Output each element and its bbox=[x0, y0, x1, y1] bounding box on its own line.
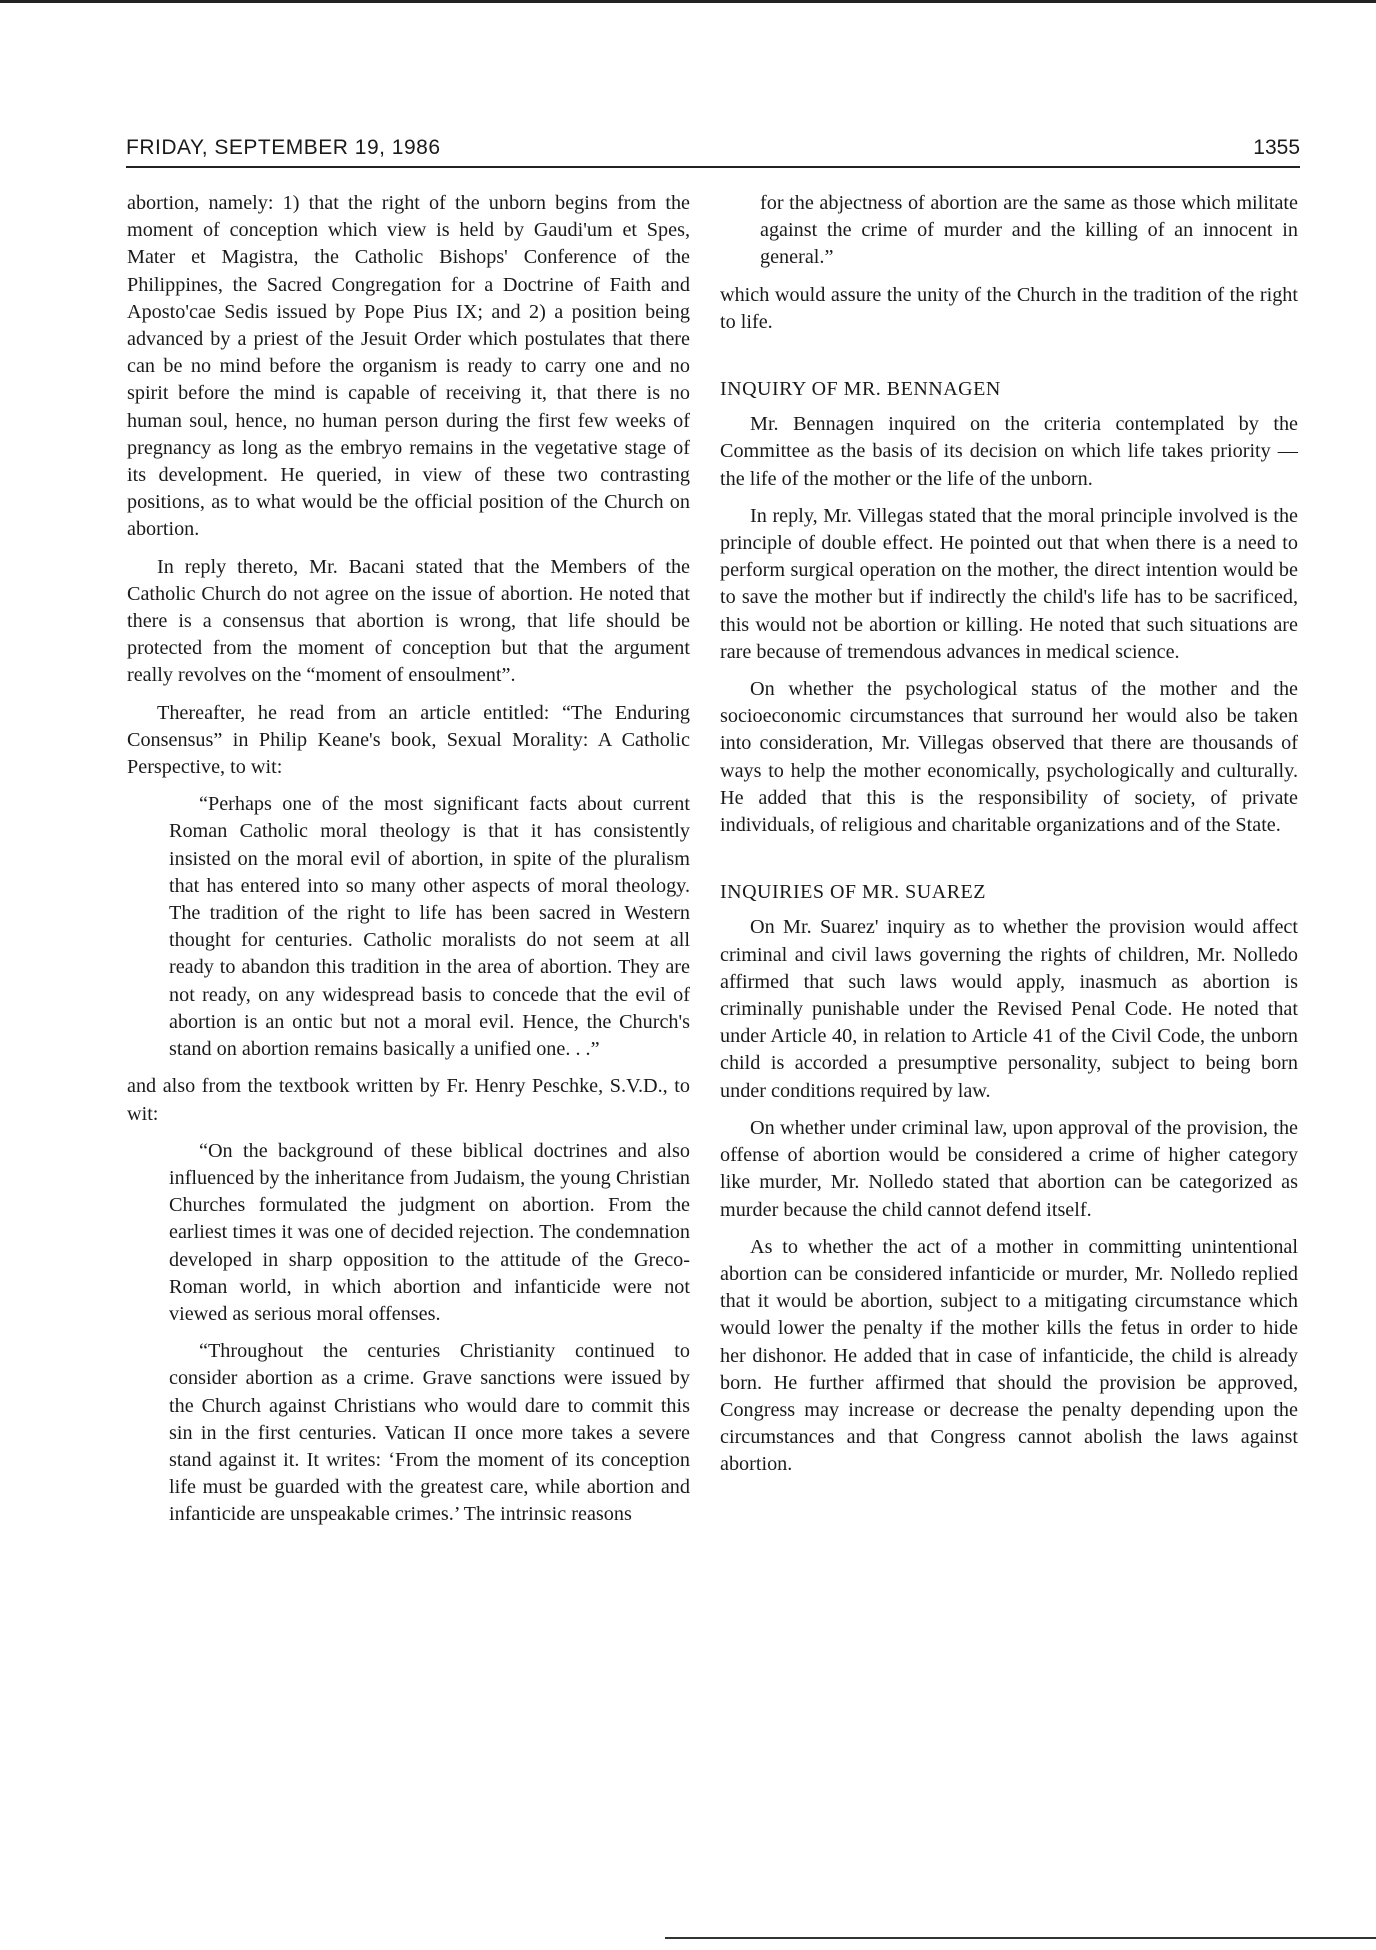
right-column bbox=[720, 190, 1298, 1489]
paragraph: Thereafter, he read from an article entitled: “The Enduring Consensus” in Philip Keane's book, Sexual Morality: A Catholic Perspective, to wit: bbox=[127, 701, 690, 779]
paragraph: On whether the psychological status of the mother and the socioeconomic circumstances that surround her would also be taken into consideration, Mr. Villegas observed that there are thousands of ways to help the mother economically, psychologically and culturally. He added that this is the responsibility of society, of private individuals, of religious and charitable organizations and of the State. bbox=[720, 678, 1298, 837]
paragraph: and also from the textbook written by Fr. Henry Peschke, S.V.D., to wit: bbox=[127, 1075, 690, 1125]
bottom-rule bbox=[665, 1937, 1376, 1939]
paragraph: which would assure the unity of the Church in the tradition of the right to life. bbox=[720, 283, 1298, 333]
paragraph: Mr. Bennagen inquired on the criteria contemplated by the Committee as the basis of its decision on which life takes priority — the life of the mother or the life of the unborn. bbox=[720, 413, 1298, 490]
header-date: FRIDAY, SEPTEMBER 19, 1986 bbox=[126, 136, 441, 159]
block-quote: “Perhaps one of the most significant facts about current Roman Catholic moral theology is that it has consistently insisted on the moral evil of abortion, in spite of the pluralism that has entered into so many other aspects of moral theology. The tradition of the right to life has been sacred in Western thought for centuries. Catholic moralists do not seem at all ready to abandon this tradition in the area of abortion. They are not ready, on any widespread basis to concede that the evil of abortion is an ontic but not a moral evil. Hence, the Church's stand on abortion remains basically a unified one. . .” bbox=[169, 793, 690, 1061]
paragraph: In reply thereto, Mr. Bacani stated that the Members of the Catholic Church do not agree on the issue of abortion. He noted that there is a consensus that abortion is wrong, that life should be protected from the moment of conception but that the argument really revolves on the “moment of ensoulment”. bbox=[127, 555, 690, 687]
page-header bbox=[126, 126, 1300, 168]
section-heading: INQUIRIES OF MR. SUAREZ bbox=[720, 881, 986, 904]
paragraph: On Mr. Suarez' inquiry as to whether the provision would affect criminal and civil laws governing the rights of children, Mr. Nolledo affirmed that such laws would apply, inasmuch as abortion is criminally punishable under the Revised Penal Code. He noted that under Article 40, in relation to Article 41 of the Civil Code, the unborn child is accorded a presumptive personality, subject to being born under conditions required by law. bbox=[720, 916, 1298, 1102]
block-quote: “Throughout the centuries Christianity continued to consider abortion as a crime. Grave sanctions were issued by the Church against Christians who would dare to commit this sin in the first centuries. Vatican II once more takes a severe stand against it. It writes: ‘From the moment of its conception life must be guarded with the greatest care, while abortion and infanticide are unspeakable crimes.’ The intrinsic reasons bbox=[169, 1340, 690, 1526]
page-number: 1355 bbox=[1253, 136, 1300, 159]
block-quote: “On the background of these biblical doctrines and also influenced by the inheritance from Judaism, the young Christian Churches formulated the judgment on abortion. From the earliest times it was one of decided rejection. The condemnation developed in sharp opposition to the attitude of the Greco-Roman world, in which abortion and infanticide were not viewed as serious moral offenses. bbox=[169, 1139, 690, 1325]
paragraph: abortion, namely: 1) that the right of the unborn begins from the moment of conception which view is held by Gaudi'um et Spes, Mater et Magistra, the Catholic Bishops' Conference of the Philippines, the Sacred Congregation for a Doctrine of Faith and Aposto'cae Sedis issued by Pope Pius IX; and 2) a position being advanced by a priest of the Jesuit Order which postulates that there can be no mind before the organism is ready to carry one and no spirit before the mind is capable of receiving it, that there is no human soul, hence, no human person during the first few weeks of pregnancy as long as the embryo remains in the vegetative stage of its development. He queried, in view of these two contrasting positions, as to what would be the official position of the Church on abortion. bbox=[127, 192, 690, 541]
left-column bbox=[127, 190, 690, 1539]
paragraph: In reply, Mr. Villegas stated that the moral principle involved is the principle of double effect. He pointed out that when there is a need to perform surgical operation on the mother, the direct intention would be to save the mother but if indirectly the child's life has to be sacrificed, this would not be abortion or killing. He noted that such situations are rare because of tremendous advances in medical science. bbox=[720, 504, 1298, 663]
section-heading: INQUIRY OF MR. BENNAGEN bbox=[720, 378, 1001, 401]
block-quote-continued: for the abjectness of abortion are the same as those which militate against the crime of murder and the killing of an innocent in general.” bbox=[760, 192, 1298, 269]
paragraph: On whether under criminal law, upon approval of the provision, the offense of abortion would be considered a crime of higher category like murder, Mr. Nolledo stated that abortion can be categorized as murder because the child cannot defend itself. bbox=[720, 1116, 1298, 1221]
top-rule bbox=[0, 0, 1376, 8]
paragraph: As to whether the act of a mother in committing unintentional abortion can be considered infanticide or murder, Mr. Nolledo replied that it would be abortion, subject to a mitigating circumstance which would lower the penalty if the mother kills the fetus in order to hide her dishonor. He added that in case of infanticide, the child is already born. He further affirmed that should the provision be approved, Congress may increase or decrease the penalty depending upon the circumstances and that Congress cannot abolish the laws against abortion. bbox=[720, 1235, 1298, 1476]
